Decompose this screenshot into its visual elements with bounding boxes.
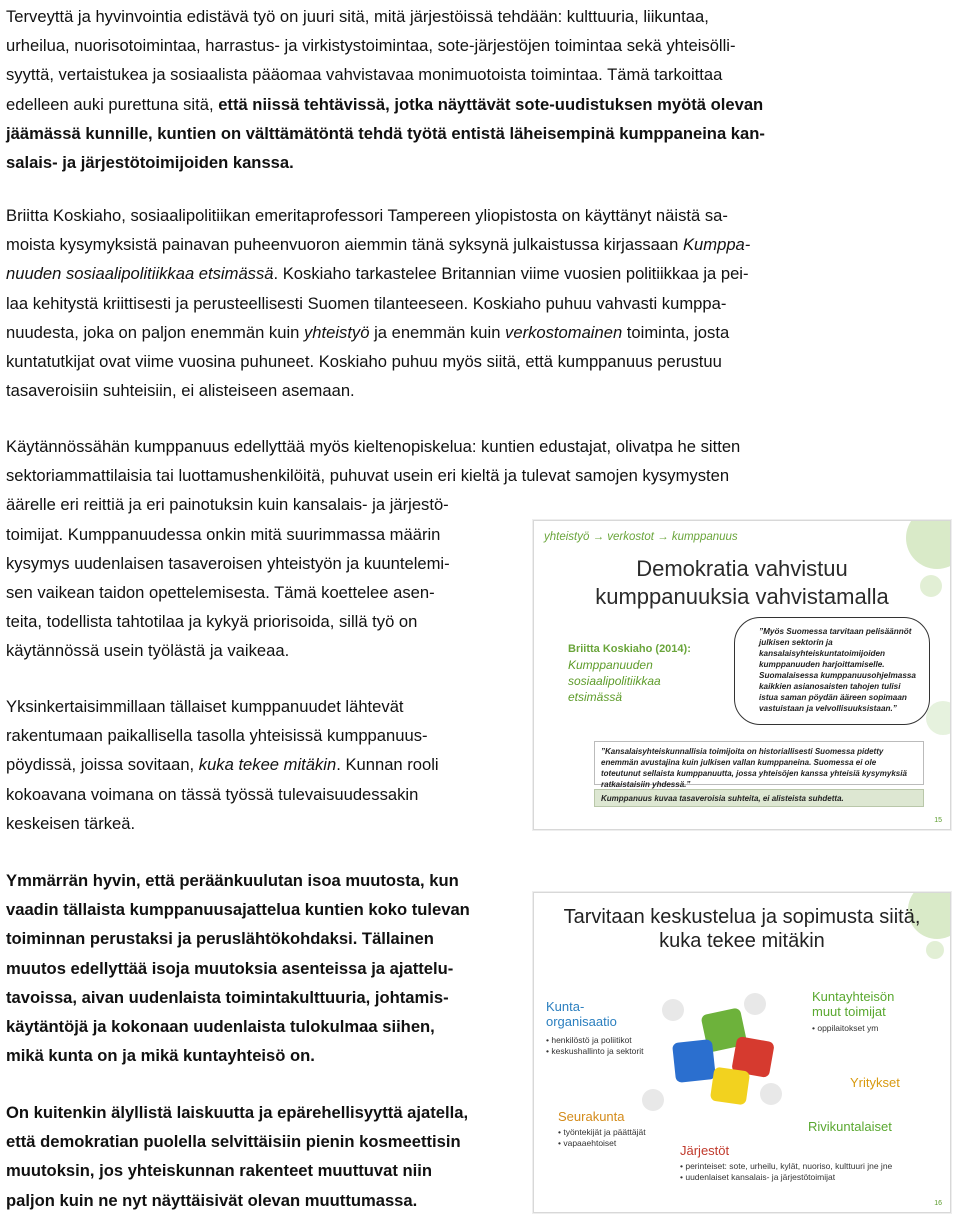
text-line: vaadin tällaista kumppanuusajattelua kuntien koko tulevan: [6, 900, 470, 920]
text-line: toimijat. Kumppanuudessa onkin mitä suurimmassa määrin: [6, 524, 441, 544]
text-line: Terveyttä ja hyvinvointia edistävä työ on juuri sitä, mitä järjestöissä tehdään: kulttuuria, liikuntaa,: [6, 7, 709, 26]
text-line: Ymmärrän hyvin, että peräänkuulutan isoa muutosta, kun: [6, 871, 459, 890]
quote-bubble: ”Myös Suomessa tarvitaan pelisäännöt julkisen sektorin ja kansalaisyhteiskuntatoimijoiden kumppanuuden harjoittamiselle. Suomalaisessa kumppanuusohjelmassa kaikkien asianosaisten tahojen tulisi istua saman pöydän ääreen sopimaan vastuistaan ja velvollisuuksistaan.”: [734, 617, 930, 725]
paragraph-conclusion: [6, 1098, 526, 1215]
slide-title: Tarvitaan keskustelua ja sopimusta siitä, kuka tekee mitäkin: [563, 906, 921, 952]
bullet: • työntekijät ja päättäjät: [558, 1127, 646, 1137]
text-line: paljon kuin ne nyt näyttäisivät olevan muuttumassa.: [6, 1190, 418, 1210]
text-line: toiminnan perustaksi ja peruslähtökohdaksi. Tällainen: [6, 929, 434, 949]
text-line: laa kehitystä kriittisesti ja perusteellisesti Suomen tilanteeseen. Koskiaho puhuu vahvasti kumppa-: [6, 293, 727, 313]
text-line: mikä kunta on ja mikä kuntayhteisö on.: [6, 1046, 315, 1066]
slide-number: 16: [934, 1200, 942, 1207]
text-line: käytännössä usein työlästä ja vaikeaa.: [6, 641, 290, 661]
slide-breadcrumb: yhteistyö → verkostot → kumppanuus: [544, 531, 738, 543]
text-line: Briitta Koskiaho, sosiaalipolitiikan emeritaprofessori Tampereen yliopistosta on käyttänyt näistä sa-: [6, 206, 728, 225]
text-line: että demokratian puolella selvittäisiin pienin kosmeettisin: [6, 1132, 461, 1152]
label-seurakunta: Seurakunta: [558, 1109, 625, 1124]
text-line: sen vaikean taidon opettelemisesta. Tämä koettelee asen-: [6, 583, 435, 603]
figure-head: [760, 1083, 782, 1105]
text-line: Yksinkertaisimmillaan tällaiset kumppanuudet lähtevät: [6, 697, 404, 716]
figure-head: [744, 993, 766, 1015]
label-yritykset: Yritykset: [850, 1075, 900, 1090]
summary-bar: Kumppanuus kuvaa tasaveroisia suhteita, ei alisteista suhdetta.: [594, 789, 924, 807]
text-line: nuudesta, joka on paljon enemmän kuin yhteistyö ja enemmän kuin verkostomainen toiminta, josta: [6, 322, 730, 342]
text-line: muutoksin, jos yhteiskunnan rakenteet muuttuvat niin: [6, 1161, 432, 1181]
quote-box: ”Kansalaisyhteiskunnallisia toimijoita on historiallisesti Suomessa pidetty enemmän avustajina kuin julkisen vallan kumppaneina. Suomessa ei ole toteutunut sellaista kumppanuutta, jossa yhteisöjen kanssa yhteisiä kysymyksiä ratkaistaisiin yhdessä.”: [594, 741, 924, 785]
text-line: urheilua, nuorisotoimintaa, harrastus- ja virkistystoimintaa, sote-järjestöjen toimintaa sekä yhteisölli-: [6, 36, 736, 56]
text-line: tasaveroisiin suhteisiin, ei alisteiseen asemaan.: [6, 381, 355, 401]
puzzle-piece-blue: [672, 1039, 716, 1083]
text-line: pöydissä, joissa sovitaan, kuka tekee mitäkin. Kunnan rooli: [6, 755, 439, 775]
slide-number: 15: [934, 817, 942, 824]
text-line: kysymys uudenlaisen tasaveroisen yhteistyön ja kuuntelemi-: [6, 553, 450, 573]
text-line: Käytännössähän kumppanuus edellyttää myös kieltenopiskelua: kuntien edustajat, olivatpa he sitten: [6, 437, 741, 456]
text-line: kokoavana voimana on tässä työssä tulevaisuudessakin: [6, 784, 419, 804]
puzzle-piece-yellow: [710, 1067, 750, 1106]
text-line: teita, todellista tahtotilaa ja kykyä priorisoida, sillä työ on: [6, 612, 418, 632]
text-line: muutos edellyttää isoja muutoksia asenteissa ja ajattelu-: [6, 958, 454, 978]
slide-democracy: [533, 520, 951, 830]
figure-head: [642, 1089, 664, 1111]
text-line: nuuden sosiaalipolitiikkaa etsimässä. Koskiaho tarkastelee Britannian viime vuosien politiikkaa ja pei-: [6, 264, 749, 284]
label-rivikuntalaiset: Rivikuntalaiset: [808, 1119, 892, 1134]
label-kuntayhteison: Kuntayhteisön muut toimijat: [812, 989, 895, 1019]
text-line: tavoissa, aivan uudenlaista toimintakulttuuria, johtamis-: [6, 987, 449, 1007]
figure-head: [662, 999, 684, 1021]
bullet: • perinteiset: sote, urheilu, kylät, nuoriso, kulttuuri jne jne: [680, 1161, 893, 1171]
paragraph-local: [6, 692, 516, 838]
text-line: moista kysymyksistä painavan puheenvuoron aiemmin tänä syksynä julkaistussa kirjassaan Kumppa-: [6, 235, 751, 255]
bullet: • oppilaitokset ym: [812, 1023, 879, 1033]
bullet: • vapaaehtoiset: [558, 1138, 617, 1148]
text-line: salais- ja järjestötoimijoiden kanssa.: [6, 153, 294, 173]
text-line: rakentumaan paikallisella tasolla yhteisissä kumppanuus-: [6, 726, 428, 746]
label-kuntaorganisaatio: Kunta- organisaatio: [546, 999, 617, 1029]
slide-who-does-what: [533, 892, 951, 1213]
bullet: • keskushallinto ja sektorit: [546, 1046, 644, 1056]
text-line: edelleen auki purettuna sitä, että niissä tehtävissä, jotka näyttävät sote-uudistuksen myötä olevan: [6, 94, 764, 114]
bullet: • henkilöstö ja poliitikot: [546, 1035, 632, 1045]
decor-circle: [926, 701, 951, 735]
text-line: kuntatutkijat ovat viime vuosina puhuneet. Koskiaho puhuu myös siitä, että kumppanuus perustuu: [6, 352, 722, 372]
text-line: käytäntöjä ja kokonaan uudenlaista tulokulmaa siihen,: [6, 1017, 435, 1037]
label-jarjestot: Järjestöt: [680, 1143, 730, 1158]
text-line: On kuitenkin älyllistä laiskuutta ja epärehellisyyttä ajatella,: [6, 1103, 469, 1122]
slide-title: Demokratia vahvistuu kumppanuuksia vahvistamalla: [595, 556, 889, 609]
bullet: • uudenlaiset kansalais- ja järjestötoimijat: [680, 1172, 836, 1182]
text-line: syyttä, vertaistukea ja sosiaalista pääomaa vahvistavaa monimuotoista toimintaa. Tämä tarkoittaa: [6, 65, 723, 85]
book-reference: Briitta Koskiaho (2014): Kumppanuuden sosiaalipolitiikkaa etsimässä: [568, 643, 691, 704]
paragraph-change: [6, 866, 526, 1070]
text-line: keskeisen tärkeä.: [6, 813, 136, 833]
text-line: äärelle eri reittiä ja eri painotuksin kuin kansalais- ja järjestö-: [6, 495, 449, 515]
text-line: sektoriammattilaisia tai luottamushenkilöitä, puhuvat usein eri kieltä ja tulevat samojen kysymysten: [6, 466, 730, 486]
paragraph-intro: [6, 2, 946, 177]
paragraph-koskiaho: [6, 201, 936, 405]
text-line: jäämässä kunnille, kuntien on välttämätöntä tehdä työtä entistä läheisempinä kumppaneina kan-: [6, 123, 765, 143]
